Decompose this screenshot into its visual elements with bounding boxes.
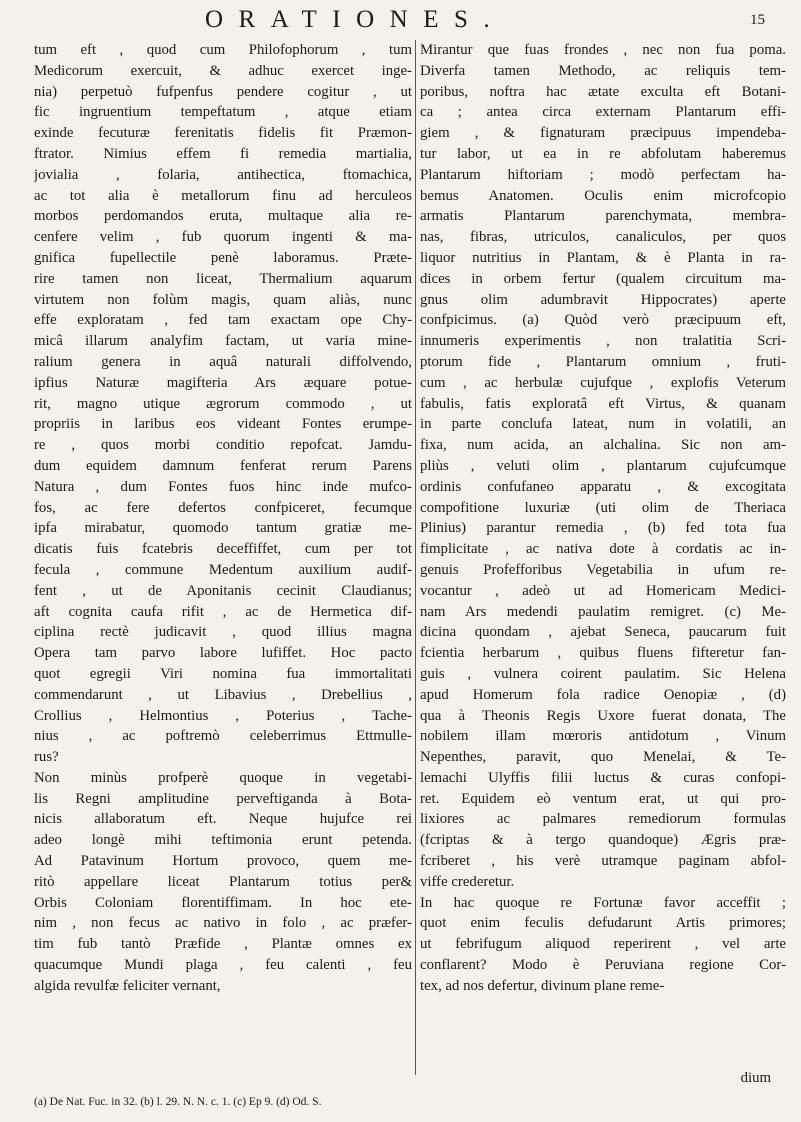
column-divider xyxy=(415,40,416,1075)
text-line: ipfa mirabatur, quomodo tantum gratiæ me- xyxy=(34,520,412,537)
text-line: nam Ars medendi paulatim remigret. (c) Me- xyxy=(420,603,786,620)
text-line: dicatis fuis fcatebris deceffiffet, cum per tot xyxy=(34,541,412,558)
text-line: confpicimus. (a) Quòd verò præcipuum eft, xyxy=(420,312,786,329)
text-line: adeo longè mihi teftimonia erunt petenda. xyxy=(34,832,412,849)
text-line: ut febrifugum aliquod reperirent , vel arte xyxy=(420,936,786,953)
text-line: propriis in laribus eos videant Fontes erumpe- xyxy=(34,416,412,433)
text-line: in parte conclufa lateat, num in volatili, an xyxy=(420,416,786,433)
text-line: Medicorum exercuit, & adhuc exercet inge- xyxy=(34,62,412,79)
text-line: gnifica fupellectile penè laboramus. Præte- xyxy=(34,249,412,266)
text-line: dices in orbem fertur (qualem circuitum ma- xyxy=(420,270,786,287)
text-line: nim , non fecus ac nativo in folo , ac præfer- xyxy=(34,915,412,932)
page-number: 15 xyxy=(750,12,765,28)
text-line: tex, ad nos defertur, divinum plane reme- xyxy=(420,977,665,994)
text-line: lis Regni amplitudine perveftiganda à Bota- xyxy=(34,790,412,807)
text-line: jovialia , folaria, antihectica, ftomachica, xyxy=(34,166,412,183)
text-line: viffe crederetur. xyxy=(420,873,515,890)
text-line: nas, fibras, utriculos, canaliculos, per quos xyxy=(420,229,786,246)
text-line: ordinis confufaneo apparatu , & excogitata xyxy=(420,478,786,495)
text-line: qua à Theonis Regis Uxore fuerat donata, The xyxy=(420,707,786,724)
page-header xyxy=(0,6,801,36)
right-column xyxy=(420,40,786,997)
text-line: fos, ac fere defertos confpiceret, fecumque xyxy=(34,499,412,516)
text-line: innumeris experimentis , non tralatitia Scri- xyxy=(420,333,786,350)
text-line: guis , vulnera coirent paulatim. Sic Helena xyxy=(420,665,786,682)
text-line: Diverfa tamen Methodo, ac reliquis tem- xyxy=(420,62,786,79)
running-head: ORATIONES. xyxy=(205,6,506,33)
text-line: rire tamen non liceat, Thermalium aquarum xyxy=(34,270,412,287)
text-line: cenfere velim , fub quorum ingenti & ma- xyxy=(34,229,412,246)
text-line: vocantur , adeò ut ad Homericam Medici- xyxy=(420,582,786,599)
text-line: compofitione luxuriæ (uti olim de Theriaca xyxy=(420,499,786,516)
text-line: tur labor, ut ea in re abfolutam haberemus xyxy=(420,145,786,162)
text-line: aft cognita caufa rifit , ac de Hermetica dif- xyxy=(34,603,412,620)
text-line: armatis Plantarum parenchymata, membra- xyxy=(420,208,786,225)
text-line: ac tot alia è metallorum finu ad herculeos xyxy=(34,187,412,204)
text-line: commendarunt , ut Libavius , Drebellius , xyxy=(34,686,412,703)
text-line: Natura , dum Fontes fuos hinc inde mufco- xyxy=(34,478,412,495)
text-line: ptorum fide , Plantarum omnium , fruti- xyxy=(420,353,786,370)
text-line: ralium genera in aquâ naturali diffolvendo, xyxy=(34,353,412,370)
text-line: poribus, noftra hac ætate exculta eft Botani- xyxy=(420,83,786,100)
text-line: rus? xyxy=(34,749,59,766)
text-line: Plantarum hiftoriam ; modò perfectam ha- xyxy=(420,166,786,183)
text-line: Mirantur que fuas frondes , nec non fua poma. xyxy=(420,42,786,58)
text-line: ipfius Naturæ magifteria Ars æquare potue- xyxy=(34,374,412,391)
text-line: morbos perdomandos eruta, multaque alia re- xyxy=(34,208,412,225)
text-line: lixiores ac palmares remediorum formulas xyxy=(420,811,786,828)
text-line: fixa, num acida, an alchalina. Sic non am- xyxy=(420,437,786,454)
text-line: giem , & fignaturam præcipuus impendeba- xyxy=(420,125,786,142)
text-line: lemachi Ulyffis filii luctus & curas confopi- xyxy=(420,769,786,786)
text-line: bemus Anatomen. Oculis enim microfcopio xyxy=(420,187,786,204)
text-line: In hac quoque re Fortunæ favor acceffit ; xyxy=(420,894,786,911)
text-line: ciplina rectè judicavit , quod illius magna xyxy=(34,624,412,641)
text-line: quot enim feculis defudarunt Artis primores; xyxy=(420,915,786,932)
text-line: fecula , commune Medentum auxilium audif- xyxy=(34,561,412,578)
text-line: re , quos morbi conditio repofcat. Jamdu- xyxy=(34,437,412,454)
text-line: gnus olim adumbravit Hippocrates) aperte xyxy=(420,291,786,308)
text-line: apud Homerum fola radice Oenopiæ , (d) xyxy=(420,686,786,703)
text-line: dum equidem damnum fenferat rerum Parens xyxy=(34,457,412,474)
text-line: fic ingruentium tempeftatum , atque etiam xyxy=(34,104,412,121)
text-line: nicis allaboratum eft. Neque hujufce rei xyxy=(34,811,412,828)
text-line: Ad Patavinum Hortum provoco, quem me- xyxy=(34,853,412,870)
text-line: liquor nutritius in Plantam, & è Planta in ra- xyxy=(420,249,786,266)
text-line: exinde fecuturæ ferenitatis fidelis fit Præmon- xyxy=(34,125,412,142)
catchword: dium xyxy=(740,1070,771,1086)
text-line: fimplicitate , ac nativa dote à cordatis ac in- xyxy=(420,541,786,558)
text-line: fcientia herbarum , quibus fluens fifteretur fan- xyxy=(420,645,786,662)
text-line: quacumque Mundi plaga , feu calenti , feu xyxy=(34,957,412,974)
text-line: nia) perpetuò fufpenfus pendere cogitur , ut xyxy=(34,83,412,100)
text-line: genuis Profefforibus Vegetabilia in ufum re- xyxy=(420,561,786,578)
text-line: ritò appellare liceat Plantarum totius per& xyxy=(34,873,412,890)
text-line: effe exploratam , fed tam exactam ope Chy- xyxy=(34,312,412,329)
text-line: dicina quondam , ajebat Seneca, paucarum fuit xyxy=(420,624,786,641)
text-line: tim fub tantò Præfide , Plantæ omnes ex xyxy=(34,936,412,953)
text-line: algida revulfæ feliciter vernant, xyxy=(34,977,221,994)
text-line: quot egregii Viri nomina fua immortalitati xyxy=(34,665,412,682)
text-line: ca ; antea circa externam Plantarum effi- xyxy=(420,104,786,121)
text-line: rit, magno utique ægrorum commodo , ut xyxy=(34,395,412,412)
text-line: fcriberet , his verè utramque paginam abfol- xyxy=(420,853,786,870)
text-line: Crollius , Helmontius , Poterius , Tache- xyxy=(34,707,412,724)
text-line: virtutem non folùm magis, quam aliàs, nunc xyxy=(34,291,412,308)
text-line: nobilem illam mœroris antidotum , Vinum xyxy=(420,728,786,745)
text-line: nius , ac poftremò celeberrimus Ettmulle- xyxy=(34,728,412,745)
text-line: fabulis, fatis exploratâ eft Virtus, & quanam xyxy=(420,395,786,412)
text-line: ftrator. Nimius effem fi remedia martialia, xyxy=(34,145,412,162)
text-line: Opera tam parvo labore lufiffet. Hoc pacto xyxy=(34,645,412,662)
text-line: fent , ut de Aponitanis cecinit Claudianus; xyxy=(34,582,412,599)
text-line: Plinius) parantur remedia , (b) fed tota fua xyxy=(420,520,786,537)
text-line: cum , ac herbulæ cujufque , explofis Veterum xyxy=(420,374,786,391)
footnotes: (a) De Nat. Fuc. in 32. (b) l. 29. N. N. c. 1. (c) Ep 9. (d) Od. S. xyxy=(34,1096,322,1108)
text-line: Non minùs profperè quoque in vegetabi- xyxy=(34,769,412,786)
text-line: ret. Equidem eò ventum erat, ut qui pro- xyxy=(420,790,786,807)
text-line: Orbis Coloniam florentiffimam. In hoc ete- xyxy=(34,894,412,911)
text-line: conflarent? Modo è Peruviana regione Cor- xyxy=(420,957,786,974)
text-line: tum eft , quod cum Philofophorum , tum xyxy=(34,42,412,58)
left-column xyxy=(34,40,412,997)
text-line: Nepenthes, paravit, quo Menelai, & Te- xyxy=(420,749,786,766)
text-line: (fcriptas & à tergo quandoque) Ægris præ- xyxy=(420,832,786,849)
text-line: micâ illarum analyfim factam, ut varia mine- xyxy=(34,333,412,350)
text-line: pliùs , veluti olim , plantarum cujufcumque xyxy=(420,457,786,474)
